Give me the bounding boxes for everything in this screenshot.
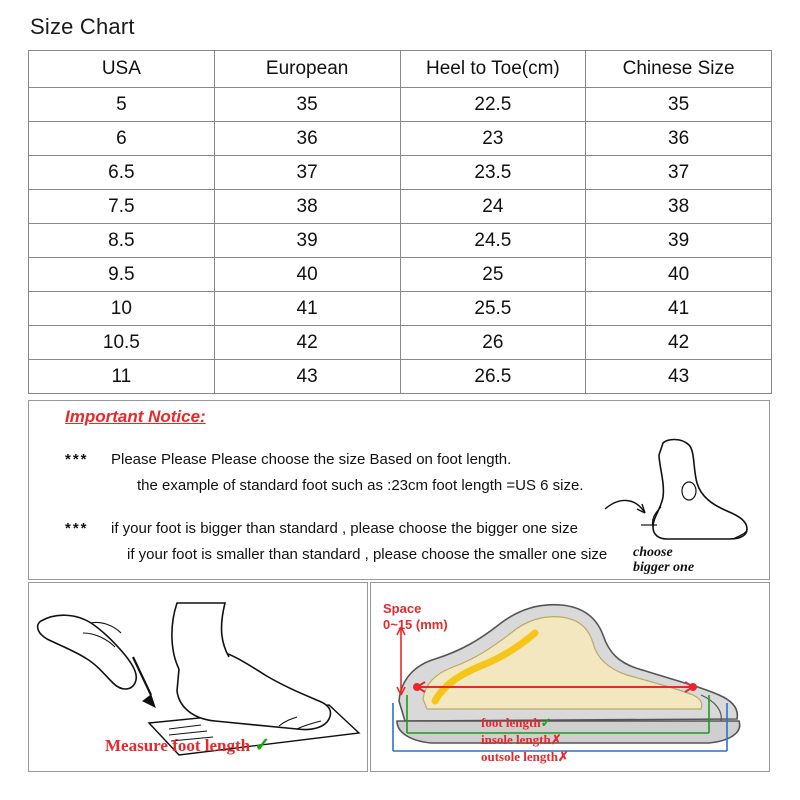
cell-european: 41 bbox=[214, 292, 400, 326]
measure-foot-panel bbox=[28, 582, 368, 772]
cell-usa: 7.5 bbox=[29, 190, 215, 224]
foot-illustration bbox=[601, 435, 761, 555]
space-label-line2: 0~15 (mm) bbox=[383, 617, 448, 632]
table-header-row bbox=[29, 51, 772, 88]
legend-label-insole-length: insole length bbox=[481, 732, 551, 747]
page-title: Size Chart bbox=[30, 14, 135, 39]
cell-heel-to-toe: 25 bbox=[400, 258, 586, 292]
table-row bbox=[29, 122, 772, 156]
legend-item-foot-length bbox=[481, 714, 569, 731]
cross-icon: ✗ bbox=[557, 749, 569, 764]
column-header-chinese-size: Chinese Size bbox=[586, 51, 772, 88]
cell-chinese-size: 43 bbox=[586, 360, 772, 394]
table-row bbox=[29, 292, 772, 326]
notice-line-1a: Please Please Please choose the size Based on foot length. bbox=[111, 451, 512, 468]
cell-usa: 6.5 bbox=[29, 156, 215, 190]
cell-chinese-size: 38 bbox=[586, 190, 772, 224]
measure-foot-caption-text: Measure foot length bbox=[105, 736, 251, 755]
choose-bigger-line1: choose bbox=[633, 545, 673, 560]
column-header-usa: USA bbox=[29, 51, 215, 88]
space-label bbox=[383, 601, 448, 633]
table-row bbox=[29, 190, 772, 224]
notice-line-1b: the example of standard foot such as :23cm foot length =US 6 size. bbox=[137, 477, 584, 494]
cell-european: 39 bbox=[214, 224, 400, 258]
cell-heel-to-toe: 24 bbox=[400, 190, 586, 224]
cell-usa: 10 bbox=[29, 292, 215, 326]
cell-heel-to-toe: 22.5 bbox=[400, 88, 586, 122]
choose-bigger-line2: bigger one bbox=[633, 560, 695, 575]
cell-chinese-size: 39 bbox=[586, 224, 772, 258]
cell-heel-to-toe: 26 bbox=[400, 326, 586, 360]
cell-chinese-size: 35 bbox=[586, 88, 772, 122]
cell-usa: 9.5 bbox=[29, 258, 215, 292]
cell-european: 38 bbox=[214, 190, 400, 224]
space-label-line1: Space bbox=[383, 601, 422, 616]
cell-heel-to-toe: 25.5 bbox=[400, 292, 586, 326]
check-icon: ✓ bbox=[254, 735, 271, 756]
cell-usa: 5 bbox=[29, 88, 215, 122]
cell-chinese-size: 41 bbox=[586, 292, 772, 326]
choose-bigger-caption bbox=[633, 545, 753, 575]
bullet-marker: *** bbox=[65, 451, 89, 468]
important-notice-box bbox=[28, 400, 770, 580]
notice-line-2b: if your foot is smaller than standard , please choose the smaller one size bbox=[127, 546, 608, 563]
cell-heel-to-toe: 23 bbox=[400, 122, 586, 156]
size-chart-table bbox=[28, 50, 772, 394]
legend-label-outsole-length: outsole length bbox=[481, 749, 558, 764]
cell-european: 37 bbox=[214, 156, 400, 190]
table-row bbox=[29, 224, 772, 258]
table-row bbox=[29, 258, 772, 292]
table-row bbox=[29, 326, 772, 360]
cell-chinese-size: 37 bbox=[586, 156, 772, 190]
legend-label-foot-length: foot length bbox=[481, 715, 541, 730]
cross-icon: ✗ bbox=[550, 732, 562, 747]
legend-item-outsole-length bbox=[481, 748, 569, 765]
cell-usa: 11 bbox=[29, 360, 215, 394]
column-header-heel-to-toe: Heel to Toe(cm) bbox=[400, 51, 586, 88]
cell-european: 42 bbox=[214, 326, 400, 360]
cell-heel-to-toe: 26.5 bbox=[400, 360, 586, 394]
measurement-legend bbox=[481, 714, 569, 765]
table-row bbox=[29, 156, 772, 190]
cell-chinese-size: 40 bbox=[586, 258, 772, 292]
cell-european: 43 bbox=[214, 360, 400, 394]
cell-european: 36 bbox=[214, 122, 400, 156]
cell-usa: 6 bbox=[29, 122, 215, 156]
measure-foot-caption bbox=[105, 734, 270, 757]
check-icon: ✓ bbox=[540, 715, 552, 730]
shoe-cross-section-panel bbox=[370, 582, 770, 772]
cell-european: 35 bbox=[214, 88, 400, 122]
notice-title: Important Notice: bbox=[65, 407, 206, 426]
cell-usa: 10.5 bbox=[29, 326, 215, 360]
cell-chinese-size: 42 bbox=[586, 326, 772, 360]
cell-heel-to-toe: 23.5 bbox=[400, 156, 586, 190]
notice-line-2a: if your foot is bigger than standard , please choose the bigger one size bbox=[111, 520, 578, 537]
bullet-marker: *** bbox=[65, 520, 89, 537]
cell-european: 40 bbox=[214, 258, 400, 292]
table-row bbox=[29, 88, 772, 122]
cell-heel-to-toe: 24.5 bbox=[400, 224, 586, 258]
cell-chinese-size: 36 bbox=[586, 122, 772, 156]
column-header-european: European bbox=[214, 51, 400, 88]
cell-usa: 8.5 bbox=[29, 224, 215, 258]
table-row bbox=[29, 360, 772, 394]
legend-item-insole-length bbox=[481, 731, 569, 748]
